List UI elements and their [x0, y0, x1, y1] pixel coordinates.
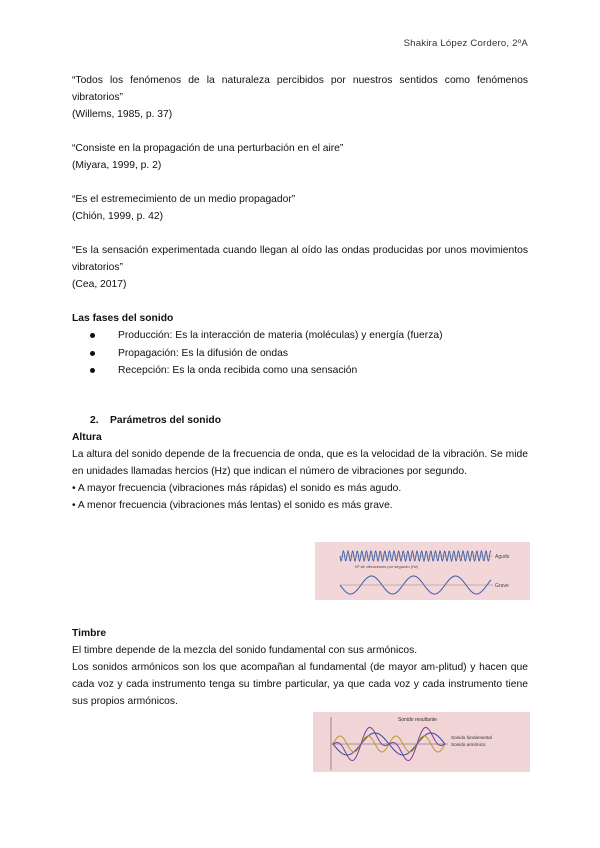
timbre-title: Timbre	[72, 628, 107, 639]
list-item: Propagación: Es la difusión de ondas	[72, 345, 528, 363]
timbre-paragraph-1: El timbre depende de la mezcla del sonido fundamental con sus armónicos.	[72, 645, 418, 656]
label-grave: Grave	[495, 583, 509, 589]
quote-4	[72, 242, 528, 293]
timbre-paragraph-2: Los sonidos armónicos son los que acompañan al fundamental (de mayor am-plitud) y hacen que cada voz y cada instrumento tenga su timbre particular, ya que cada voz y cada instrumento tiene sus propios armónicos.	[72, 662, 528, 707]
section-heading: 2. Parámetros del sonido	[90, 415, 222, 426]
label-resultant: Sonido resultante	[398, 717, 437, 723]
figure-background	[315, 542, 530, 600]
timbre-waves-figure	[313, 712, 530, 772]
pitch-waves-figure	[315, 542, 530, 600]
quote-citation: (Chión, 1999, p. 42)	[72, 211, 164, 222]
list-item: Recepción: Es la onda recibida como una sensación	[72, 362, 528, 380]
label-harmonic: Sonido armónico	[451, 742, 486, 747]
altura-paragraph: La altura del sonido depende de la frecuencia de onda, que es la velocidad de la vibración. Se mide en unidades llamadas hercios (Hz) que indican el número de vibraciones por segundo.	[72, 449, 528, 477]
quote-text: “Consiste en la propagación de una perturbación en el aire”	[72, 143, 344, 154]
bullet-icon	[90, 368, 95, 373]
bullet-icon	[90, 333, 95, 338]
label-hz: Nº de vibraciones por segundo (Hz)	[355, 564, 419, 569]
altura-title: Altura	[72, 432, 102, 443]
label-agudo: Agudo	[495, 554, 510, 560]
quote-3	[72, 191, 528, 225]
altura-bullet-grave: • A menor frecuencia (vibraciones más lentas) el sonido es más grave.	[72, 500, 393, 511]
bullet-icon	[90, 351, 95, 356]
quote-citation: (Cea, 2017)	[72, 279, 127, 290]
quote-text: “Es el estremecimiento de un medio propagador”	[72, 194, 296, 205]
label-fundamental: Sonido fundamental	[451, 735, 492, 740]
quote-citation: (Willems, 1985, p. 37)	[72, 109, 173, 120]
quote-text: “Es la sensación experimentada cuando llegan al oído las ondas producidas por unos movimientos vibratorios”	[72, 245, 528, 273]
phases-section	[72, 310, 528, 380]
timbre-section	[72, 625, 528, 710]
header-author: Shakira López Cordero, 2ºA	[403, 38, 528, 49]
quote-citation: (Miyara, 1999, p. 2)	[72, 160, 162, 171]
altura-section	[72, 429, 528, 514]
quote-text: “Todos los fenómenos de la naturaleza percibidos por nuestros sentidos como fenómenos vibratorios”	[72, 75, 528, 103]
phases-title: Las fases del sonido	[72, 313, 174, 324]
quote-2	[72, 140, 528, 174]
list-item: Producción: Es la interacción de materia (moléculas) y energía (fuerza)	[72, 327, 528, 345]
phases-list	[72, 327, 528, 380]
altura-bullet-agudo: • A mayor frecuencia (vibraciones más rápidas) el sonido es más agudo.	[72, 483, 402, 494]
quote-1	[72, 72, 528, 123]
